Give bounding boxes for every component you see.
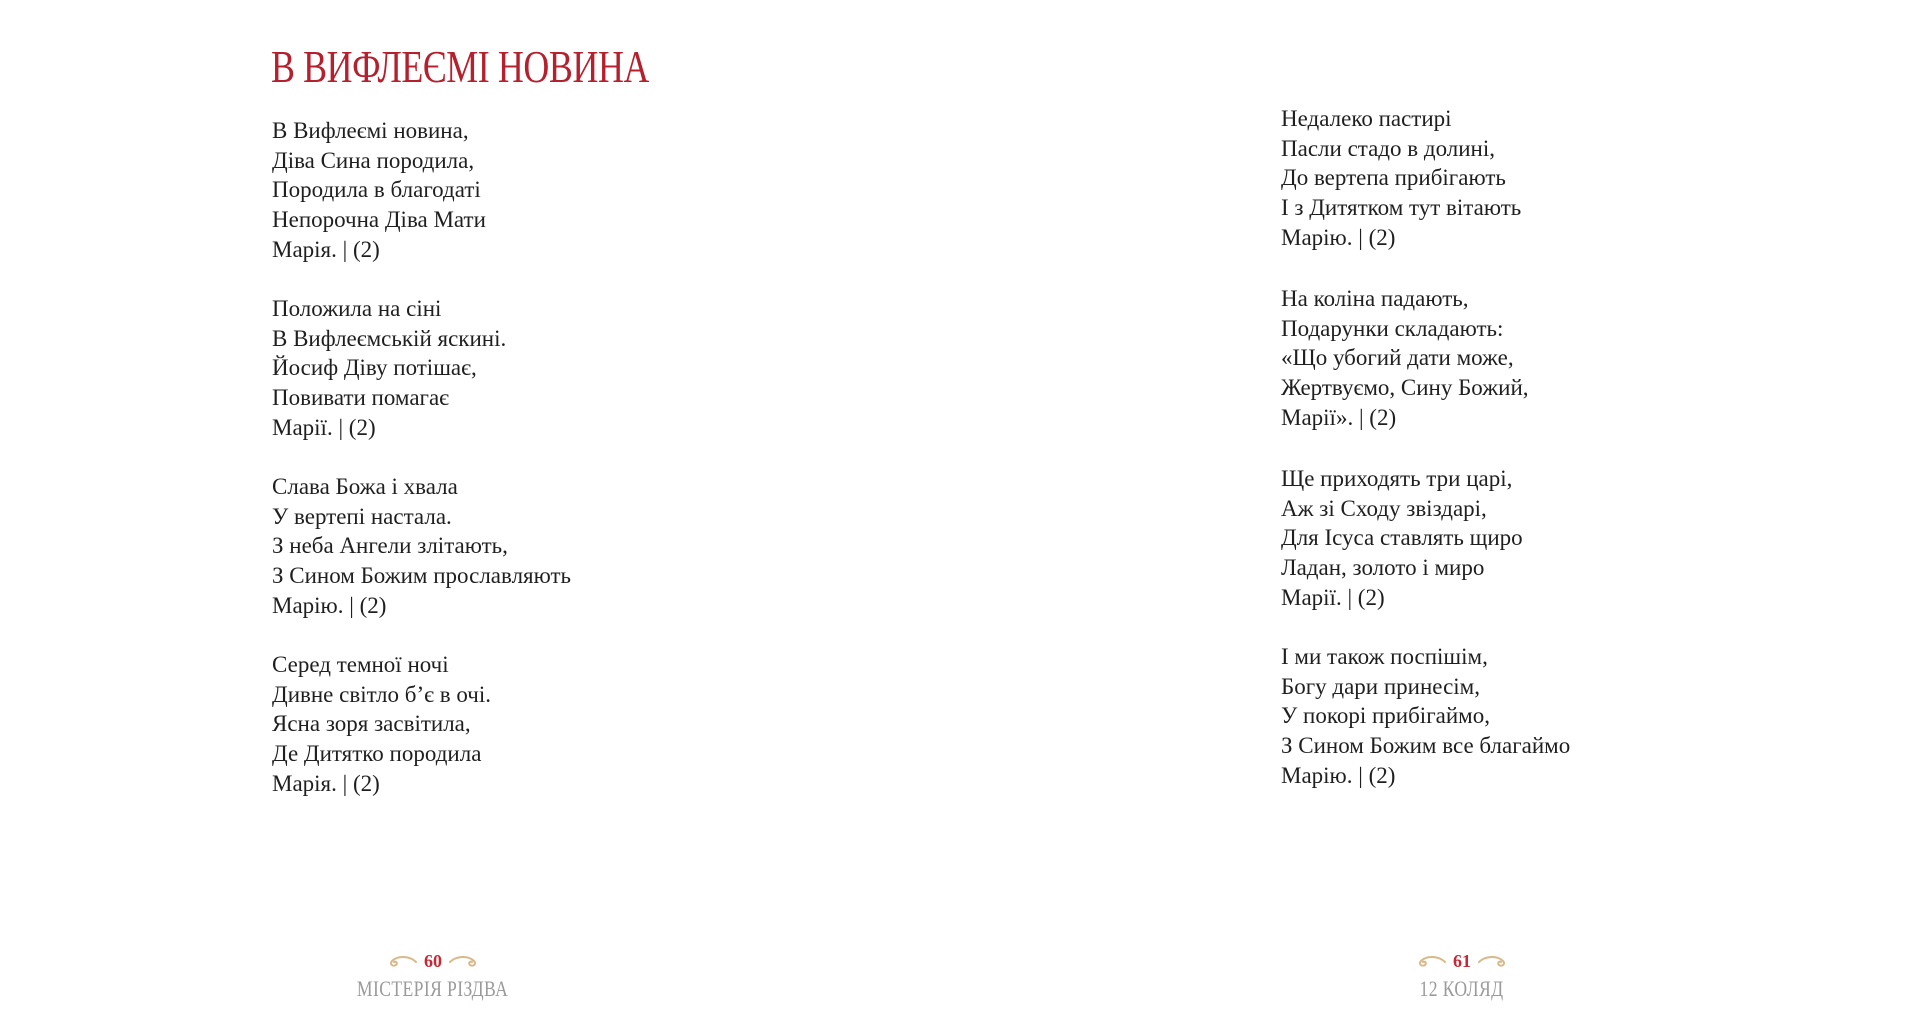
page-footer xyxy=(1342,948,1582,1002)
verse-line: Дивне світло б’є в очі. xyxy=(272,681,491,707)
stanza-1 xyxy=(272,116,486,264)
verse-line: Подарунки складають: xyxy=(1281,315,1504,341)
verse-line: З Сином Божим прославляють xyxy=(272,563,572,589)
page-footer xyxy=(313,948,553,1002)
verse-line: В Вифлеємі новина, xyxy=(272,118,469,143)
folio xyxy=(1342,948,1582,974)
verse-line: Слава Божа і хвала xyxy=(272,474,458,499)
verse-line: Марії». | (2) xyxy=(1281,404,1397,430)
swirl-ornament-icon xyxy=(1477,953,1507,969)
verse-line: Де Дитятко породила xyxy=(272,741,482,767)
stanza-8 xyxy=(1281,642,1570,790)
verse-line: Аж зі Сходу звіздарі, xyxy=(1281,495,1487,521)
verse-line: Недалеко пастирі xyxy=(1281,106,1452,131)
verse-line: На коліна падають, xyxy=(1281,286,1469,311)
verse-line: В Вифлеємській яскині. xyxy=(272,325,507,351)
verse-line: Марію. | (2) xyxy=(272,592,387,618)
verse-line: До вертепа прибігають xyxy=(1281,165,1506,191)
stanza-7 xyxy=(1281,464,1523,612)
page-number: 61 xyxy=(1453,951,1471,971)
swirl-ornament-icon xyxy=(388,953,418,969)
verse-line: Марію. | (2) xyxy=(1281,762,1396,788)
stanza-2 xyxy=(272,294,506,442)
verse-line: З Сином Божим все благаймо xyxy=(1281,733,1571,759)
stanza-5 xyxy=(1281,104,1521,252)
stanza-6 xyxy=(1281,284,1529,432)
verse-line: Серед темної ночі xyxy=(272,652,449,677)
verse-line: Марії. | (2) xyxy=(1281,584,1385,610)
stanza-3 xyxy=(272,472,571,620)
stanza-4 xyxy=(272,650,491,798)
verse-line: З неба Ангели злітають, xyxy=(272,533,508,559)
verse-line: І з Дитятком тут вітають xyxy=(1281,195,1522,221)
folio xyxy=(313,948,553,974)
verse-line: Для Ісуса ставлять щиро xyxy=(1281,525,1523,551)
page-number: 60 xyxy=(424,951,442,971)
verse-line: І ми також поспішім, xyxy=(1281,644,1488,669)
right-page xyxy=(960,0,1920,1027)
verse-line: У вертепі настала. xyxy=(272,503,452,529)
verse-line: Пасли стадо в долині, xyxy=(1281,135,1496,161)
verse-line: Йосиф Діву потішає, xyxy=(272,355,477,381)
verse-line: Богу дари принесім, xyxy=(1281,673,1480,699)
running-head: 12 КОЛЯД xyxy=(1419,976,1505,1001)
verse-line: Положила на сіні xyxy=(272,296,442,321)
verse-line: Жертвуємо, Сину Божий, xyxy=(1281,375,1529,401)
verse-line: «Що убогий дати може, xyxy=(1281,345,1514,371)
swirl-ornament-icon xyxy=(1417,953,1447,969)
verse-line: Діва Сина породила, xyxy=(272,147,475,173)
verse-line: Марія. | (2) xyxy=(272,236,380,262)
running-head: МІСТЕРІЯ РІЗДВА xyxy=(357,976,509,1001)
verse-line: Марію. | (2) xyxy=(1281,224,1396,250)
verse-line: У покорі прибігаймо, xyxy=(1281,703,1490,729)
carol-title: В ВИФЛЕЄМІ НОВИНА xyxy=(271,41,650,92)
verse-line: Ще приходять три царі, xyxy=(1281,466,1513,491)
swirl-ornament-icon xyxy=(448,953,478,969)
verse-line: Повивати помагає xyxy=(272,385,450,411)
verse-line: Марія. | (2) xyxy=(272,770,380,796)
verse-line: Ладан, золото і миро xyxy=(1281,555,1485,581)
verse-line: Марії. | (2) xyxy=(272,414,376,440)
verse-line: Непорочна Діва Мати xyxy=(272,207,486,233)
verse-line: Породила в благодаті xyxy=(272,177,481,203)
verse-line: Ясна зоря засвітила, xyxy=(272,711,471,737)
